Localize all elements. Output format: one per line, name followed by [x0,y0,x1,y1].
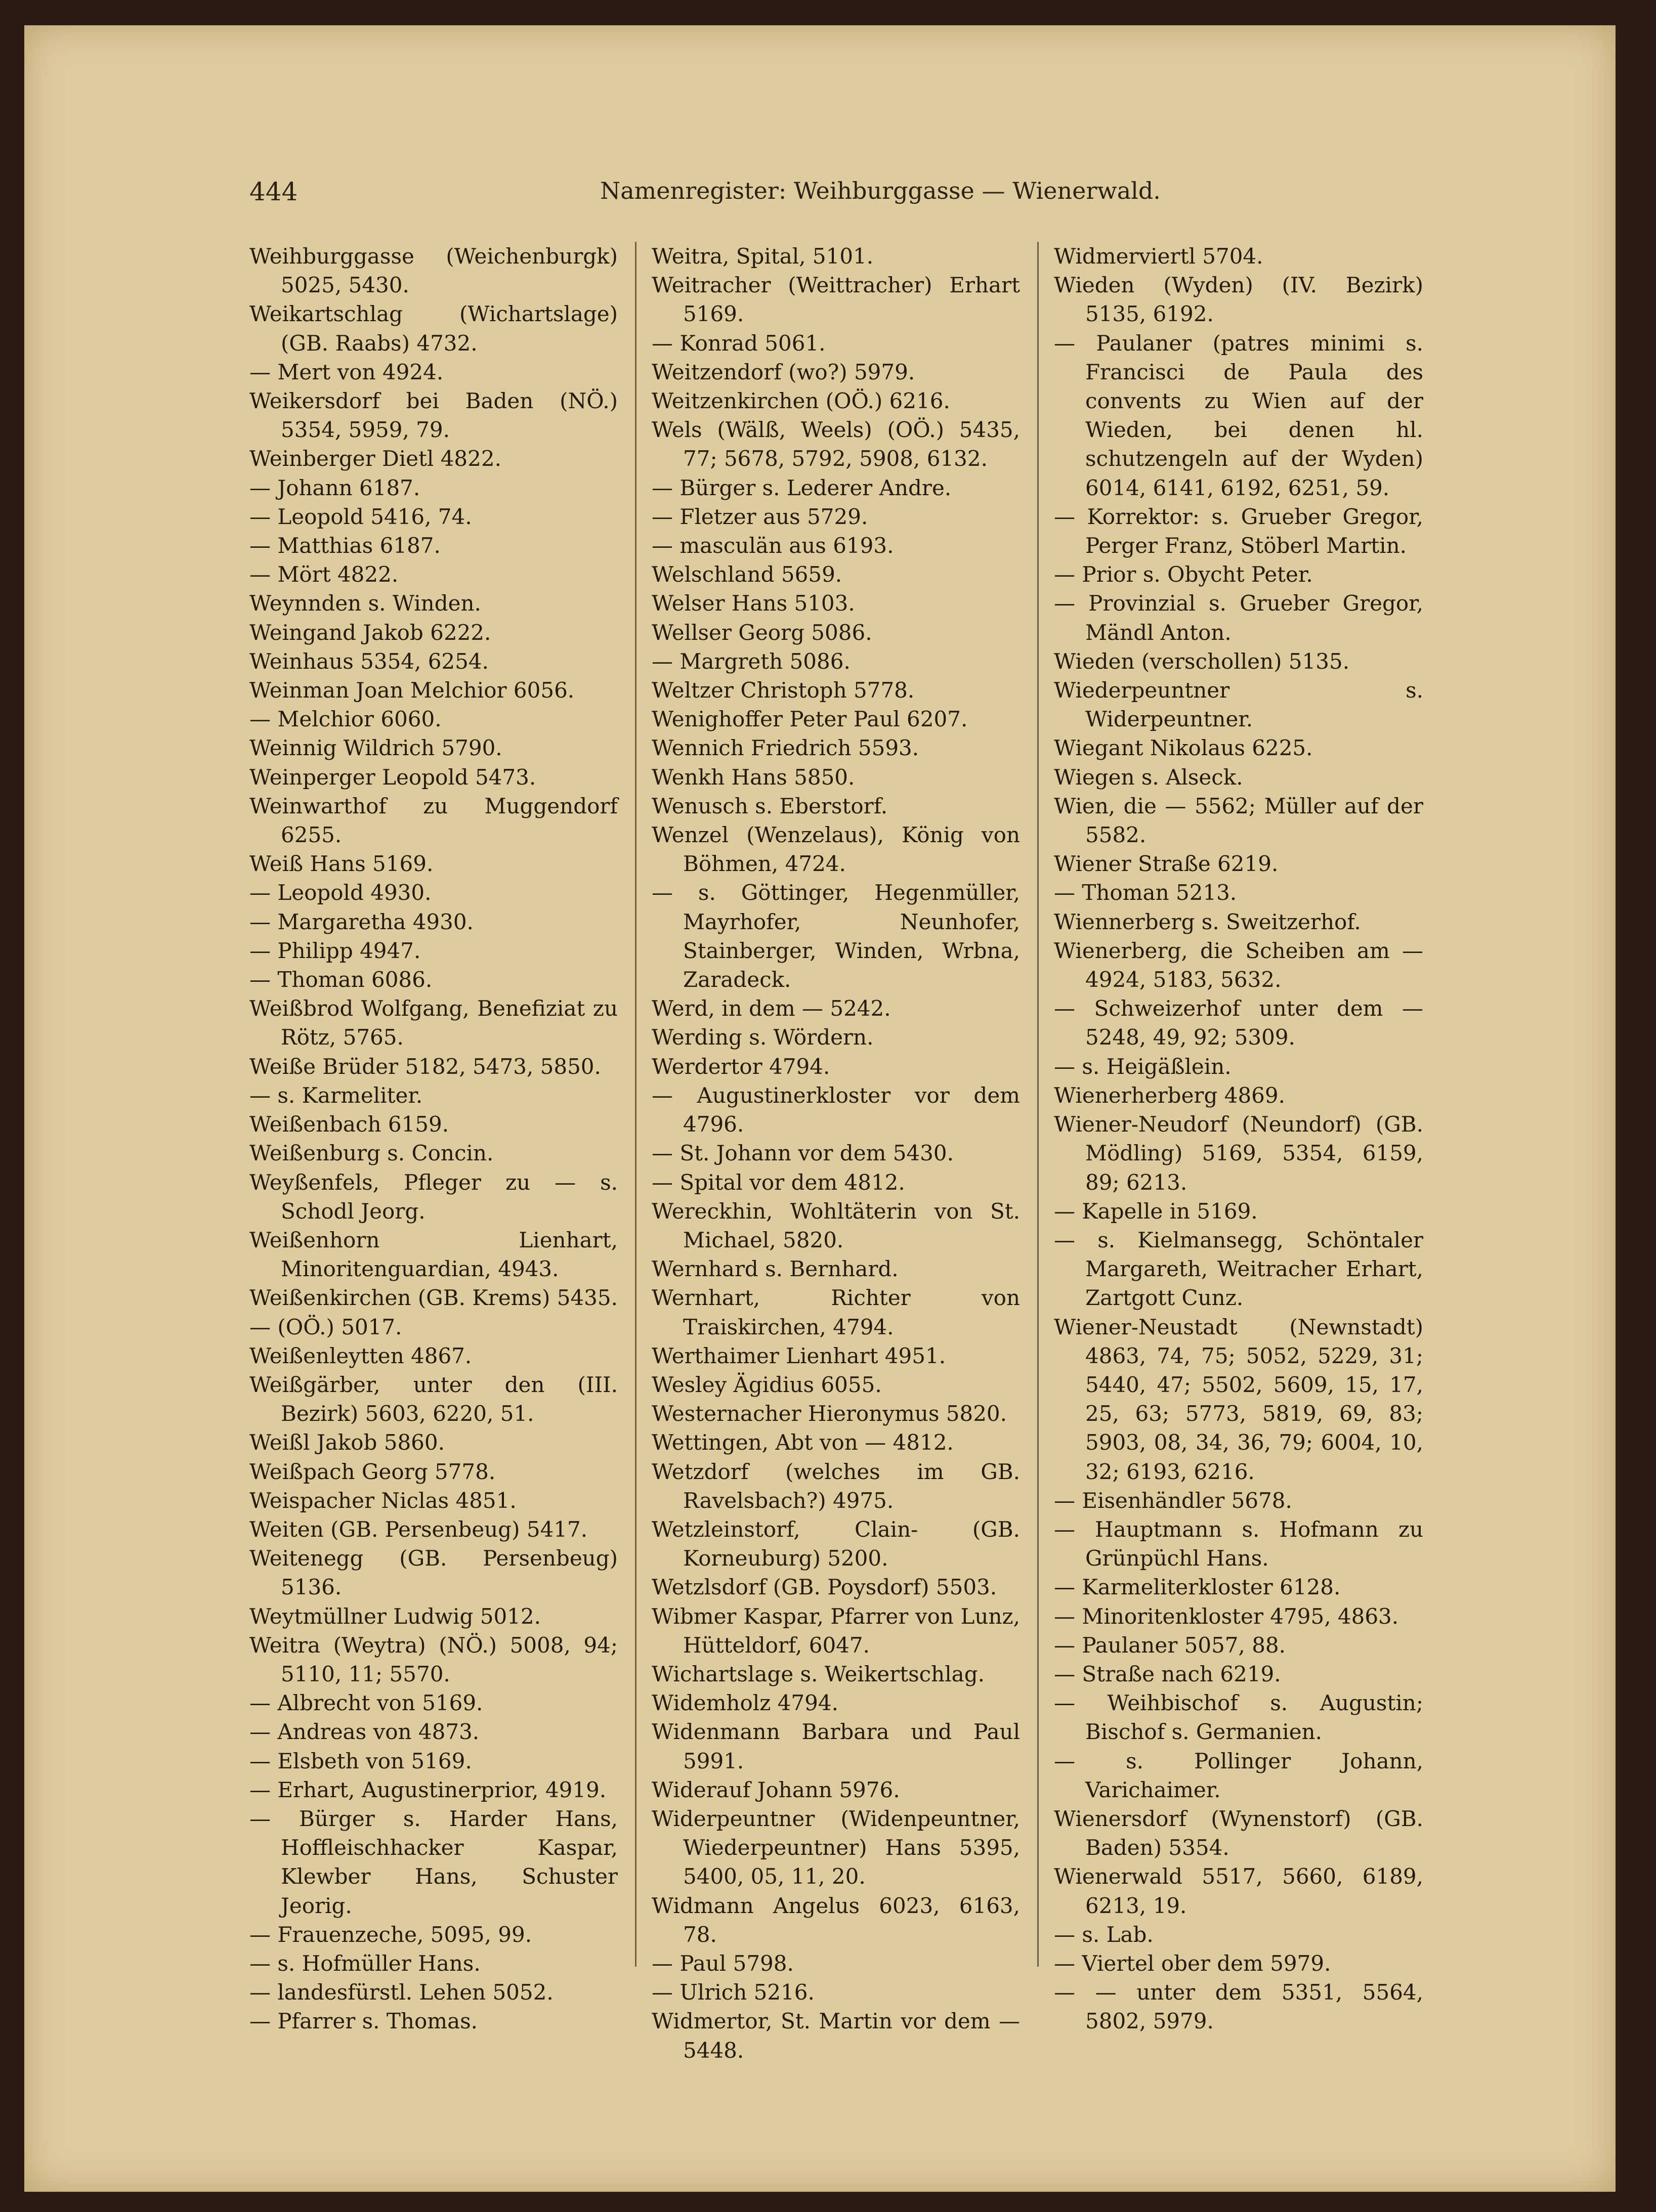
register-entry: — Melchior 6060. [249,707,442,732]
register-entry: — Frauenzeche, 5095, 99. [249,1922,532,1947]
register-entry: — Viertel ober dem 5979. [1054,1950,1331,1976]
register-entry: — Thoman 5213. [1054,880,1237,905]
register-entry: — Bürger s. Harder Hans, Hoffleischhacker Kaspar, Klewber Hans, Schuster Jeorig. [249,1806,618,1918]
register-entry: Werdertor 4794. [652,1054,830,1079]
register-entry: — Matthias 6187. [249,533,441,558]
register-entry: — Philipp 4947. [249,938,421,963]
register-entry: Wieden (verschollen) 5135. [1054,648,1350,674]
register-entry: Westernacher Hieronymus 5820. [652,1401,1007,1426]
register-entry: Weltzer Christoph 5778. [652,678,915,703]
register-entry: Widmertor, St. Martin vor dem — 5448. [652,2009,1020,2063]
register-entry: Wiennerberg s. Sweitzerhof. [1054,909,1361,934]
register-entry: — Paul 5798. [652,1950,794,1976]
register-entry: — Minoritenkloster 4795, 4863. [1054,1603,1399,1629]
register-entry: — Albrecht von 5169. [249,1690,483,1716]
register-entry: Wibmer Kaspar, Pfarrer von Lunz, Hütteldorf, 6047. [652,1603,1020,1658]
register-entry: Weynnden s. Winden. [249,591,481,616]
register-entry: Welser Hans 5103. [652,591,855,616]
register-entry: — s. Göttinger, Hegenmüller, Mayrhofer, Neunhofer, Stainberger, Winden, Wrbna, Zaradeck. [652,880,1020,992]
register-entry: — s. Pollinger Johann, Varichaimer. [1054,1748,1423,1802]
register-entry: Wiederpeuntner s. Widerpeuntner. [1054,678,1423,732]
register-entry: Wienerberg, die Scheiben am — 4924, 5183, 5632. [1054,938,1423,992]
register-entry: Wieden (Wyden) (IV. Bezirk) 5135, 6192. [1054,273,1423,327]
register-entry: — (OÖ.) 5017. [249,1314,402,1339]
register-entry: — s. Karmeliter. [249,1082,423,1108]
register-entry: Weinman Joan Melchior 6056. [249,678,575,703]
register-entry: Weihburggasse (Weichenburgk) 5025, 5430. [249,244,618,298]
register-entry: Welschland 5659. [652,562,842,587]
register-entry: Weinperger Leopold 5473. [249,764,536,790]
register-entry: Wien, die — 5562; Müller auf der 5582. [1054,793,1423,848]
column-divider [635,242,636,1967]
register-entry: Werd, in dem — 5242. [652,996,891,1021]
register-entry: Weitra, Spital, 5101. [652,244,874,269]
register-entry: Weinberger Dietl 4822. [249,446,501,471]
register-column-1 [249,242,618,2034]
register-entry: Weiß Hans 5169. [249,851,434,877]
register-entry: — Kapelle in 5169. [1054,1198,1258,1224]
register-entry: — Elsbeth von 5169. [249,1748,472,1773]
register-entry: — Andreas von 4873. [249,1719,480,1745]
register-entry: Weyßenfels, Pfleger zu — s. Schodl Jeorg. [249,1169,618,1224]
register-entry: — Ulrich 5216. [652,1980,815,2005]
register-entry: — Konrad 5061. [652,330,826,356]
register-entry: Wichartslage s. Weikertschlag. [652,1661,985,1686]
register-entry: Weytmüllner Ludwig 5012. [249,1603,541,1629]
register-entry: Weitzendorf (wo?) 5979. [652,359,915,384]
register-entry: Weitra (Weytra) (NÖ.) 5008, 94; 5110, 11; 5570. [249,1632,618,1686]
register-entry: Weikartschlag (Wichartslage) (GB. Raabs) 4732. [249,301,618,356]
register-entry: Weiten (GB. Persenbeug) 5417. [249,1516,588,1542]
register-entry: Wernhart, Richter von Traiskirchen, 4794. [652,1285,1020,1339]
register-entry: Weinwarthof zu Muggendorf 6255. [249,793,618,848]
register-entry: Weißgärber, unter den (III. Bezirk) 5603, 6220, 51. [249,1372,618,1426]
register-entry: Werding s. Wördern. [652,1025,874,1050]
register-entry: — Fletzer aus 5729. [652,504,868,529]
register-entry: Weikersdorf bei Baden (NÖ.) 5354, 5959, 79. [249,388,618,443]
register-entry: — Hauptmann s. Hofmann zu Grünpüchl Hans. [1054,1516,1423,1571]
register-entry: Weißenbach 6159. [249,1112,449,1137]
register-entry: Wellser Georg 5086. [652,620,872,645]
register-column-3 [1054,242,1423,2034]
register-entry: Weißenleytten 4867. [249,1343,472,1368]
register-entry: — Schweizerhof unter dem — 5248, 49, 92; 5309. [1054,996,1423,1050]
register-entry: Weißenburg s. Concin. [249,1141,494,1166]
register-entry: — — unter dem 5351, 5564, 5802, 5979. [1054,1980,1423,2034]
register-entry: Weitzenkirchen (OÖ.) 6216. [652,388,950,414]
register-entry: Wenkh Hans 5850. [652,764,855,790]
register-entry: Weißl Jakob 5860. [249,1430,445,1455]
register-entry: — Provinzial s. Grueber Gregor, Mändl Anton. [1054,591,1423,645]
register-entry: Wernhard s. Bernhard. [652,1256,899,1282]
register-entry: — Augustinerkloster vor dem 4796. [652,1082,1020,1137]
register-entry: Wienersdorf (Wynenstorf) (GB. Baden) 5354. [1054,1806,1423,1860]
register-entry: Wiener Straße 6219. [1054,851,1279,877]
register-entry: Widmerviertl 5704. [1054,244,1263,269]
register-column-2 [652,242,1020,2063]
register-entry: Weinhaus 5354, 6254. [249,648,489,674]
register-entry: Wenighoffer Peter Paul 6207. [652,707,968,732]
register-entry: Wetzdorf (welches im GB. Ravelsbach?) 4975. [652,1459,1020,1513]
register-entry: Werthaimer Lienhart 4951. [652,1343,946,1368]
register-entry: — Prior s. Obycht Peter. [1054,562,1313,587]
register-entry: Weitenegg (GB. Persenbeug) 5136. [249,1546,618,1600]
register-entry: — St. Johann vor dem 5430. [652,1141,954,1166]
register-entry: — Paulaner (patres minimi s. Francisci de Paula des convents zu Wien auf der Wieden, bei denen hl. schutzengeln auf der Wyden) 6014, 6141, 6192, 6251, 59. [1054,330,1423,500]
register-entry: — Paulaner 5057, 88. [1054,1632,1286,1658]
register-entry: — Straße nach 6219. [1054,1661,1281,1686]
page-number: 444 [249,177,298,206]
register-entry: Wienerwald 5517, 5660, 6189, 6213, 19. [1054,1864,1423,1918]
register-entry: — Mert von 4924. [249,359,444,384]
column-divider [1037,242,1039,1967]
register-entry: — Pfarrer s. Thomas. [249,2009,478,2034]
register-entry: — Johann 6187. [249,475,420,500]
register-entry: Wels (Wälß, Weels) (OÖ.) 5435, 77; 5678, 5792, 5908, 6132. [652,417,1020,471]
register-entry: Wesley Ägidius 6055. [652,1372,882,1397]
register-entry: — s. Hofmüller Hans. [249,1950,481,1976]
register-entry: Weitracher (Weittracher) Erhart 5169. [652,273,1020,327]
register-entry: Wiener-Neudorf (Neundorf) (GB. Mödling) 5169, 5354, 6159, 89; 6213. [1054,1112,1423,1195]
register-entry: — landesfürstl. Lehen 5052. [249,1980,554,2005]
register-entry: — Spital vor dem 4812. [652,1169,905,1195]
register-entry: Wiegen s. Alseck. [1054,764,1243,790]
register-entry: — masculän aus 6193. [652,533,894,558]
register-entry: Wenzel (Wenzelaus), König von Böhmen, 4724. [652,822,1020,877]
register-entry: Wiegant Nikolaus 6225. [1054,735,1313,761]
register-entry: — Thoman 6086. [249,967,433,992]
register-entry: Wetzlsdorf (GB. Poysdorf) 5503. [652,1575,997,1600]
register-entry: — Leopold 4930. [249,880,432,905]
register-entry: — Leopold 5416, 74. [249,504,472,529]
register-entry: — Weihbischof s. Augustin; Bischof s. Germanien. [1054,1690,1423,1745]
register-entry: — s. Lab. [1054,1922,1154,1947]
register-entry: Widerpeuntner (Widenpeuntner, Wiederpeuntner) Hans 5395, 5400, 05, 11, 20. [652,1806,1020,1889]
register-entry: — s. Heigäßlein. [1054,1054,1232,1079]
register-entry: Wetzleinstorf, Clain- (GB. Korneuburg) 5200. [652,1516,1020,1571]
register-entry: Widenmann Barbara und Paul 5991. [652,1719,1020,1773]
register-entry: Weiße Brüder 5182, 5473, 5850. [249,1054,601,1079]
register-entry: Wettingen, Abt von — 4812. [652,1430,954,1455]
register-entry: Widemholz 4794. [652,1690,838,1716]
running-head: Namenregister: Weihburggasse — Wienerwald. [600,177,1161,204]
register-entry: Wennich Friedrich 5593. [652,735,919,761]
register-entry: Wienerherberg 4869. [1054,1082,1285,1108]
register-entry: Weißenkirchen (GB. Krems) 5435. [249,1285,618,1311]
register-entry: Weißpach Georg 5778. [249,1459,496,1484]
register-entry: Wiener-Neustadt (Newnstadt) 4863, 74, 75; 5052, 5229, 31; 5440, 47; 5502, 5609, 15, 17, 25, 63; 5773, 5819, 69, 83; 5903, 08, 34, 36, 79; 6004, 10, 32; 6193, 6216. [1054,1314,1423,1484]
register-entry: — Erhart, Augustinerprior, 4919. [249,1777,607,1802]
register-entry: — Karmeliterkloster 6128. [1054,1575,1341,1600]
register-entry: Widmann Angelus 6023, 6163, 78. [652,1893,1020,1947]
register-entry: Weinnig Wildrich 5790. [249,735,502,761]
register-entry: — Margaretha 4930. [249,909,474,934]
register-entry: Widerauf Johann 5976. [652,1777,900,1802]
register-entry: Wenusch s. Eberstorf. [652,793,888,818]
register-entry: — s. Kielmansegg, Schöntaler Margareth, Weitracher Erhart, Zartgott Cunz. [1054,1227,1423,1311]
register-entry: Weispacher Niclas 4851. [249,1488,517,1513]
register-entry: Weißenhorn Lienhart, Minoritenguardian, 4943. [249,1227,618,1282]
register-entry: Weißbrod Wolfgang, Benefiziat zu Rötz, 5765. [249,996,618,1050]
register-entry: — Mört 4822. [249,562,399,587]
register-entry: — Korrektor: s. Grueber Gregor, Perger Franz, Stöberl Martin. [1054,504,1423,558]
register-entry: Wereckhin, Wohltäterin von St. Michael, 5820. [652,1198,1020,1252]
page-header [249,177,1170,223]
register-entry: — Eisenhändler 5678. [1054,1488,1292,1513]
register-entry: — Margreth 5086. [652,648,851,674]
register-entry: — Bürger s. Lederer Andre. [652,475,952,500]
register-entry: Weingand Jakob 6222. [249,620,491,645]
